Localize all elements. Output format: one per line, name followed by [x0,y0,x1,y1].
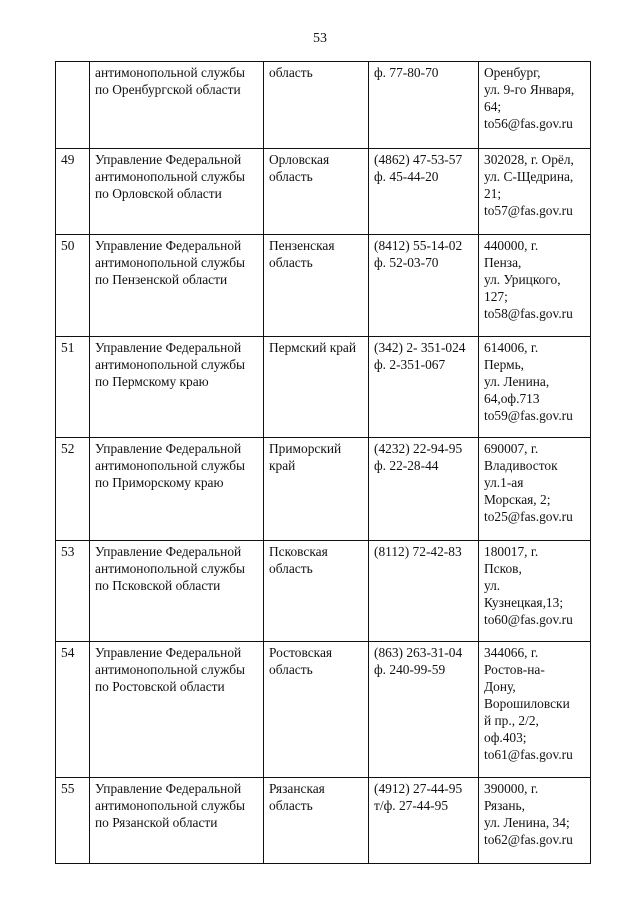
phone: (8112) 72-42-83 [369,541,479,642]
region: Ростовская область [264,642,369,778]
phone: ф. 77-80-70 [369,62,479,149]
table-row [56,778,591,864]
region: Рязанская область [264,778,369,864]
office-name: Управление Федеральной антимонопольной службы по Рязанской области [90,778,264,864]
office-name: Управление Федеральной антимонопольной службы по Ростовской области [90,642,264,778]
address: 180017, г. Псков, ул. Кузнецкая,13; to60@fas.gov.ru [479,541,591,642]
phone: (4232) 22-94-95 ф. 22-28-44 [369,438,479,541]
address: 344066, г. Ростов-на- Дону, Ворошиловски й пр., 2/2, оф.403; to61@fas.gov.ru [479,642,591,778]
row-number: 53 [56,541,90,642]
region: Псковская область [264,541,369,642]
office-name: Управление Федеральной антимонопольной службы по Пермскому краю [90,337,264,438]
address: Оренбург, ул. 9-го Января, 64; to56@fas.gov.ru [479,62,591,149]
table-row [56,62,591,149]
region: Пермский край [264,337,369,438]
office-name: Управление Федеральной антимонопольной службы по Пензенской области [90,235,264,337]
phone: (342) 2- 351-024 ф. 2-351-067 [369,337,479,438]
table-row [56,541,591,642]
page-number: 53 [313,31,327,46]
offices-table [55,61,591,864]
table-row [56,149,591,235]
address: 614006, г. Пермь, ул. Ленина, 64,оф.713 to59@fas.gov.ru [479,337,591,438]
office-name: Управление Федеральной антимонопольной службы по Приморскому краю [90,438,264,541]
row-number: 54 [56,642,90,778]
table-row [56,438,591,541]
phone: (8412) 55-14-02 ф. 52-03-70 [369,235,479,337]
table-row [56,235,591,337]
row-number: 52 [56,438,90,541]
row-number: 51 [56,337,90,438]
address: 440000, г. Пенза, ул. Урицкого, 127; to58@fas.gov.ru [479,235,591,337]
row-number: 49 [56,149,90,235]
region: Орловская область [264,149,369,235]
row-number: 50 [56,235,90,337]
phone: (4912) 27-44-95 т/ф. 27-44-95 [369,778,479,864]
office-name: Управление Федеральной антимонопольной службы по Псковской области [90,541,264,642]
region: Приморский край [264,438,369,541]
region: Пензенская область [264,235,369,337]
address: 690007, г. Владивосток ул.1-ая Морская, 2; to25@fas.gov.ru [479,438,591,541]
phone: (863) 263-31-04 ф. 240-99-59 [369,642,479,778]
table-row [56,642,591,778]
office-name: антимонопольной службы по Оренбургской области [90,62,264,149]
phone: (4862) 47-53-57 ф. 45-44-20 [369,149,479,235]
table-row [56,337,591,438]
address: 390000, г. Рязань, ул. Ленина, 34; to62@fas.gov.ru [479,778,591,864]
office-name: Управление Федеральной антимонопольной службы по Орловской области [90,149,264,235]
address: 302028, г. Орёл, ул. С-Щедрина, 21; to57@fas.gov.ru [479,149,591,235]
region: область [264,62,369,149]
row-number [56,62,90,149]
row-number: 55 [56,778,90,864]
